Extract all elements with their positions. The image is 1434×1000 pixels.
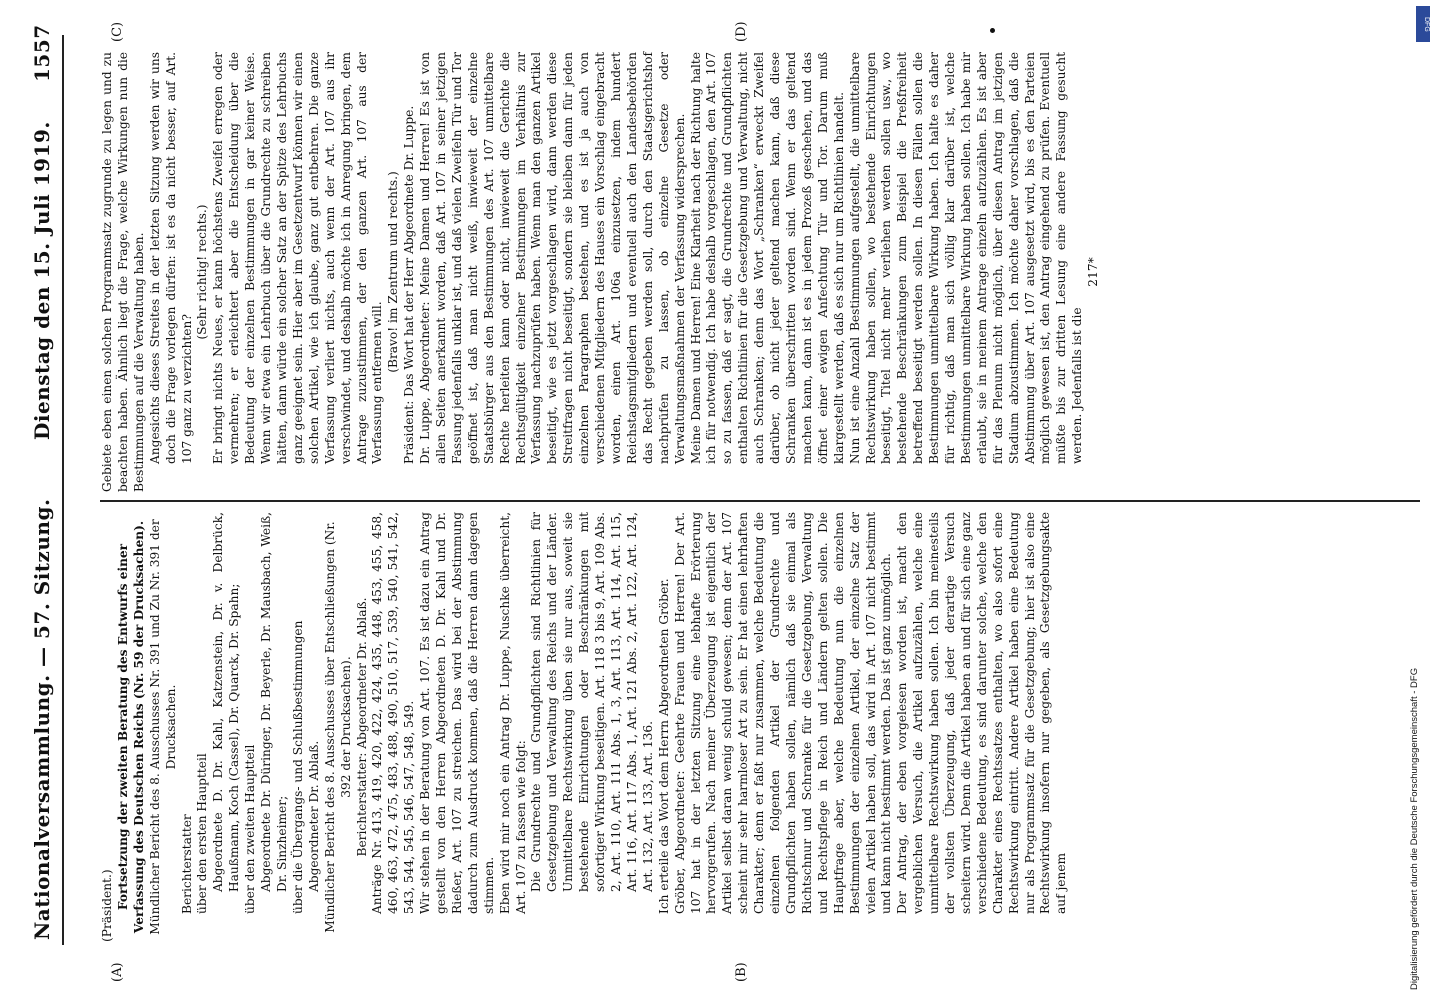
margin-letter-c: (C) xyxy=(110,21,125,42)
quoted-motion: Die Grundrechte und Grundpflichten sind Richtlinien für Gesetzgebung und Verwaltung des Reichs und der Länder. Unmittelbare Rechtswirkung üben sie nur aus, soweit sie bestehende Einrichtungen oder Beschränkungen mit sofortiger Wirkung beseitigen. Art. 118 3 bis 9, Art. 109 Abs. 2, Art. 110, Art. 111 Abs. 1, 3, Art. 113, Art. 114, Art. 115, Art. 116, Art. 117 Abs. 1, Art. 121 Abs. 2, Art. 122, Art. 124, Art. 132, Art. 133, Art. 136. xyxy=(529,508,655,892)
dfg-logo: DFG xyxy=(1416,6,1430,42)
running-header-left: Nationalversammlung. — 57. Sitzung. xyxy=(30,498,54,940)
funding-text: Digitalisierung gefördert durch die Deutsche Forschungsgemeinschaft - DFG xyxy=(1409,667,1420,990)
speech-groeber-cont: Der Antrag, der eben vorgelesen worden ist, macht den vergeblichen Versuch, die Artikel aufzuzählen, welche eine unmittelbare Rechtswirkung haben sollen. Ich bin meinesteils der vollsten Überzeugung, daß jeder derartige Versuch scheitern wird. Denn die Artikel haben an und für sich eine ganz verschiedene Bedeutung, es sind darunter solche, welche den Charakter eines Rechtssatzes enthalten, wo also sofort eine Rechtswirkung eintritt. Andere Artikel haben eine Bedeutung nur als Programmsatz für die Gesetzgebung; hier ist also eine Rechtswirkung insofern nur gegeben, als Gesetzgebungsakte auf jenem xyxy=(895,508,1069,914)
speech-luppe: Dr. Luppe, Abgeordneter: Meine Damen und Herren! Es ist von allen Seiten anerkannt worden, daß Art. 107 in seiner jetzigen Fassung jedenfalls unklar ist, und daß vielen Zweifeln Tür und Tor geöffnet ist, daß man nicht weiß, inwieweit der einzelne Staatsbürger aus den Bestimmungen des Art. 107 unmittelbare Rechte herleiten kann oder nicht, inwieweit die Gerichte die Rechtsgültigkeit einzelner Bestimmungen im Verhältnis zur Verfassung nachzuprüfen haben. Wenn man den ganzen Artikel beseitigt, wie es jetzt vorgeschlagen wird, dann werden diese Streitfragen nicht beseitigt, sondern sie bleiben dann für jeden einzelnen Paragraphen bestehen, und es ist ja auch von verschiedenen Mitgliedern des Hauses ein Vorschlag eingebracht worden, einen Art. 106a einzusetzen, indem hundert Reichstagsmitgliedern und eventuell auch den Landesbehörden das Recht gegeben werden soll, durch den Staatsgerichtshof nachprüfen zu lassen, ob einzelne Gesetze oder Verwaltungsmaßnahmen der Verfassung widersprechen. xyxy=(418,48,687,464)
transition-names: Abgeordneter Dr. Ablaß. xyxy=(306,740,321,892)
part-one-label: über den ersten Hauptteil xyxy=(195,753,210,914)
agenda-heading: Fortsetzung der zweiten Beratung des Entwurfs einer Verfassung des Deutschen Reichs (Nr. 59 der Drucksachen). xyxy=(115,520,146,934)
resolution-rapporteur: Berichterstatter: Abgeordneter Dr. Ablaß. xyxy=(354,597,369,857)
sheet-signature: 217* xyxy=(1086,257,1101,287)
paragraph: Meine Damen und Herren! Eine Klarheit nach der Richtung halte ich für notwendig. Ich habe deshalb vorgeschlagen, den Art. 107 so zu fassen, daß er sagt, die Grundrechte und Grundpflichten enthalten Richtlinien für die Gesetzgebung und Verwaltung, nicht auch Schranken; denn das Wort „Schranken“ erweckt Zweifel darüber, ob nicht jeder geltend machen kann, daß diese Schranken überschritten worden sind. Wenn er das geltend machen kann, dann ist es in jedem Prozeß geschehen, und das öffnet einer ewigen Anfechtung Tür und Tor. Darum muß klargestellt werden, daß es sich nur um Richtlinien handelt. xyxy=(688,48,846,464)
interjection: (Bravo! im Zentrum und rechts.) xyxy=(386,171,401,373)
interjection: (Sehr richtig! rechts.) xyxy=(195,204,210,340)
paragraph: Eben wird mir noch ein Antrag Dr. Luppe, Nuschke überreicht, Art. 107 zu fassen wie folgt: xyxy=(497,508,528,914)
funding-stamp xyxy=(1406,0,1428,1000)
paragraph: Gebiete eben einen solchen Programmsatz zugrunde zu legen und zu beachten haben. Ähnlich liegt die Frage, welche Wirkungen nun die Bestimmungen auf die Verwaltung haben. xyxy=(100,48,146,492)
paragraph: Ich erteile das Wort dem Herrn Abgeordneten Gröber. xyxy=(656,578,671,914)
paragraph: Wir stehen in der Beratung von Art. 107. Es ist dazu ein Antrag gestellt von den Herren Abgeordneten D. Dr. Kahl und Dr. Rießer, Art. 107 zu streichen. Das wird bei der Abstimmung dadurch zum Ausdruck kommen, daß die Herren dann dagegen stimmen. xyxy=(418,508,496,914)
speaker-tag: (Präsident.) xyxy=(100,869,114,942)
margin-letter-d: (D) xyxy=(734,21,749,42)
paragraph: Er bringt nichts Neues, er kann höchstens Zweifel erregen oder vermehren; er erleichtert aber die Entscheidung über die Bedeutung der einzelnen Bestimmungen in gar keiner Weise. Wenn wir etwa ein Lehrbuch über die Grundrechte zu schreiben hätten, dann würde ein solcher Satz an der Spitze des Lehrbuchs ganz geeignet sein. Hier aber im Gesetzentwurf können wir einen solchen Artikel, wie ich glaube, ganz gut entbehren. Die ganze Verfassung verliert nichts, auch wenn der Art. 107 aus ihr verschwindet, und deshalb möchte ich in Anregung bringen, dem Antrage zuzustimmen, der den ganzen Art. 107 aus der Verfassung entfernen will. xyxy=(211,48,385,464)
margin-letter-a: (A) xyxy=(110,962,125,982)
rapporteur-label: Berichterstatter xyxy=(179,814,194,914)
part-two-names: Abgeordnete Dr. Düringer, Dr. Beyerle, Dr. Mausbach, Weiß, Dr. Sinzheimer; xyxy=(259,508,289,892)
resolution-report: Mündlicher Bericht des 8. Ausschusses über Entschließungen (Nr. 392 der Drucksachen). xyxy=(322,517,353,933)
paragraph: Nun ist eine Anzahl Bestimmungen aufgestellt, die unmittelbare Rechtswirkung haben sollen, wo bestehende Einrichtungen beseitigt, Titel nicht mehr verliehen werden sollen usw., wo bestehende Beschränkungen zum Beispiel die Preßfreiheit betreffend beseitigt werden sollen. In diesen Fällen sollen die Bestimmungen unmittelbare Wirkung haben. Ich halte es daher für richtig, daß man sich völlig klar darüber ist, welche Bestimmungen unmittelbare Wirkung haben sollen. Ich habe mir erlaubt, sie in meinem Antrage einzeln aufzuzählen. Es ist aber für das Plenum nicht möglich, über diesen Antrag im jetzigen Stadium abzustimmen. Ich möchte daher vorschlagen, daß die Abstimmung über Art. 107 ausgesetzt wird, bis es den Parteien möglich gewesen ist, den Antrag eingehend zu prüfen. Eventuell müßte bis zur dritten Lesung eine andere Fassung gesucht werden. Jedenfalls ist die xyxy=(847,48,1085,464)
report-line: Mündlicher Bericht des 8. Ausschusses Nr. 391 und Zu Nr. 391 der Drucksachen. xyxy=(147,515,178,935)
left-column xyxy=(100,508,1070,942)
president-line: Präsident: Das Wort hat der Herr Abgeordnete Dr. Luppe. xyxy=(402,105,417,464)
column-divider xyxy=(100,500,1420,502)
ink-speck xyxy=(990,28,995,33)
motion-numbers: Anträge Nr. 413, 419, 420, 422, 424, 435, 448, 453, 455, 458, 460, 463, 472, 475, 483, 488, 490, 510, 517, 539, 540, 541, 542, 543, 544, 545, 546, 547, 548, 549. xyxy=(370,508,417,914)
running-header-date: Dienstag den 15. Juli 1919. xyxy=(30,121,54,440)
page-number: 1557 xyxy=(30,24,54,82)
speech-groeber: Gröber, Abgeordneter: Geehrte Frauen und Herren! Der Art. 107 hat in der letzten Sitzung eine lebhafte Erörterung hervorgerufen. Nach meiner Überzeugung ist eigentlich der Artikel selbst daran wenig schuld gewesen; denn der Art. 107 scheint mir sehr harmloser Art zu sein. Er hat einen lehrhaften Charakter; denn er faßt nur zusammen, welche Bedeutung die einzelnen folgenden Artikel der Grundrechte und Grundpflichten haben sollen, nämlich daß sie einmal als Richtschnur und Schranke für die Gesetzgebung, Verwaltung und Rechtspflege in Reich und Ländern gelten sollen. Die Hauptfrage aber, welche Bedeutung nun die einzelnen Bestimmungen der einzelnen Artikel, der einzelne Satz der vielen Artikel haben soll, das wird in Art. 107 nicht bestimmt und kann nicht bestimmt werden. Das ist ganz unmöglich. xyxy=(672,508,894,914)
margin-letter-b: (B) xyxy=(734,962,749,982)
header-rule xyxy=(62,35,64,945)
right-column xyxy=(100,48,1102,492)
transition-label: über die Übergangs- und Schlußbestimmungen xyxy=(290,620,305,914)
paragraph: Angesichts dieses Streites in der letzten Sitzung werden wir uns doch die Frage vorlegen dürfen: ist es da nicht besser, auf Art. 107 ganz zu verzichten? xyxy=(147,48,194,464)
part-two-label: über den zweiten Hauptteil xyxy=(243,744,258,914)
part-one-names: Abgeordnete D. Dr. Kahl, Katzenstein, Dr. v. Delbrück, Haußmann, Koch (Cassel), Dr. Quarck, Dr. Spahn; xyxy=(211,508,242,892)
